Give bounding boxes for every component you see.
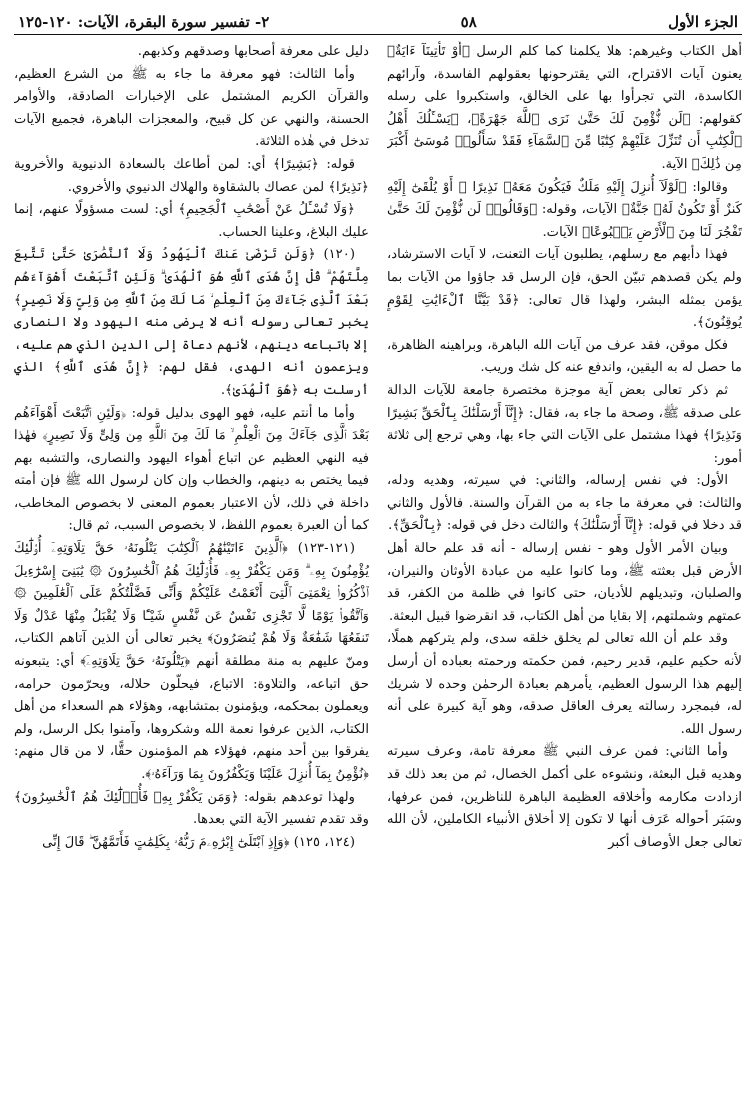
paragraph: فكل موقن، فقد عرف من آيات الله الباهرة، وبراهينه الظاهرة، ما حصل له به اليقين، واندفع عنه كل شك وريب.	[387, 337, 742, 376]
paragraph: وبيان الأمر الأول وهو - نفس إرساله - أنه قد علم حالة أهل الأرض قبل بعثته ﷺ، وما كانوا عليه من عبادة الأوثان والنيران، والصلبان، وتبديلهم للأديان، حتى كانوا في ظلمة من الكفر، قد عمتهم وشملتهم، إلا بقايا من أهل الكتاب، قد انقرضوا قبيل البعثة.	[387, 541, 742, 624]
paragraph: وقد علم أن الله تعالى لم يخلق خلقه سدى، ولم يتركهم هملًا، لأنه حكيم عليم، قدير رحيم، فمن حكمته ورحمته بعباده أن أرسل إليهم هذا الرسول العظيم، يأمرهم بعبادة الرحمٰن وحده لا شريك له، فبمجرد رسالته يعرف العاقل صدقه، وهو آية كبيرة على أنه رسول الله.	[387, 631, 742, 737]
paragraph: الأول: في نفس إرساله، والثاني: في سيرته، وهديه ودله، والثالث: في معرفة ما جاء به من القرآن والسنة. فالأول والثاني قد دخلا في قوله: ﴿إِنَّآ أَرْسَلْنَٰكَ﴾ والثالث دخل في قوله: ﴿بِٱلْحَقِّ﴾.	[387, 473, 742, 534]
paragraph: ولهذا توعدهم بقوله: ﴿وَمَن يَكْفُرْ بِهِۦ فَأُو۟لَٰٓئِكَ هُمُ ٱلْخَٰسِرُونَ﴾ وقد تقدم تفسير الآية التي بعدها.	[14, 789, 369, 828]
paragraph: (١٢٤، ١٢٥) ﴿وَإِذِ ٱبْتَلَىٰٓ إِبْرَٰهِۦمَ رَبُّهُۥ بِكَلِمَٰتٍ فَأَتَمَّهُنَّ ۖ قَالَ إِنِّى	[42, 834, 355, 850]
paragraph: وأما ما أنتم عليه، فهو الهوى بدليل قوله: ﴿وَلَئِنِ ٱتَّبَعْتَ أَهْوَآءَهُم بَعْدَ ٱلَّذِى جَآءَكَ مِنَ ٱلْعِلْمِ ۙ مَا لَكَ مِنَ ٱللَّهِ مِن وَلِىٍّ وَلَا نَصِيرٍ﴾ فهٰذا فيه النهي العظيم عن اتباع أهواء اليهود والنصارى، والتشبه بهم فيما يختص به دينهم، والخطاب وإن كان لرسول الله ﷺ فإن أمته داخلة في ذلك، لأن الاعتبار بعموم المعنى لا بخصوص المخاطب، كما أن العبرة بعموم اللفظ، لا بخصوص السبب، ثم قال:	[14, 405, 369, 534]
book-part-label: الجزء الأول	[668, 13, 738, 31]
book-page	[14, 10, 742, 1100]
left-column	[14, 41, 369, 1091]
paragraph: (١٢٠) ﴿وَلَن تَرْضَىٰ عَنكَ ٱلْيَهُودُ وَلَا ٱلنَّصَٰرَىٰ حَتَّىٰ تَتَّبِعَ مِلَّتَهُمْ ۗ قُلْ إِنَّ هُدَى ٱللَّهِ هُوَ ٱلْهُدَىٰ ۗ وَلَئِنِ ٱتَّبَعْتَ أَهْوَآءَهُم بَعْدَ ٱلَّذِى جَآءَكَ مِنَ ٱلْعِلْمِ ۙ مَا لَكَ مِنَ ٱللَّهِ مِن وَلِىٍّ وَلَا نَصِيرٍ﴾ يخبر تعالى رسوله أنه لا يرضى منه اليهود ولا النصارى إلا باتباعه دينهم، لأنهم دعاة إلى الدين الذي هم عليه، ويزعمون أنه الهدى، فقل لهم: ﴿إِنَّ هُدَى ٱللَّهِ﴾ الذي أرسلت به ﴿هُوَ ٱلْهُدَىٰ﴾.	[14, 247, 369, 398]
chapter-title: ٢- تفسير سورة البقرة، الآيات: ١٢٠-١٢٥	[18, 13, 270, 31]
paragraph: قوله: ﴿بَشِيرًا﴾ أي: لمن أطاعك بالسعادة الدنيوية والأخروية ﴿نَذِيرًا﴾ لمن عصاك بالشقاوة والهلاك الدنيوي والأخروي.	[14, 156, 369, 195]
paragraph: وقالوا: ﴿لَوْلَآ أُنزِلَ إِلَيْهِ مَلَكٌ فَيَكُونَ مَعَهُۥ نَذِيرًا ۞ أَوْ يُلْقَىٰٓ إِلَيْهِ كَنزٌ أَوْ تَكُونُ لَهُۥ جَنَّةٌ﴾ الآيات، وقوله: ﴿وَقَالُوا۟ لَن نُّؤْمِنَ لَكَ حَتَّىٰ تَفْجُرَ لَنَا مِنَ ٱلْأَرْضِ يَنۢبُوعًا﴾ الآيات.	[387, 179, 742, 240]
paragraph: وأما الثالث: فهو معرفة ما جاء به ﷺ من الشرع العظيم، والقرآن الكريم المشتمل على الإخبارات الصادقة، والأوامر الحسنة، والنهي عن كل قبيح، والمعجزات الباهرة، فجميع الآيات تدخل في هٰذه الثلاثة.	[14, 66, 369, 150]
paragraph: ﴿وَلَا تُسْـَٔلُ عَنْ أَصْحَٰبِ ٱلْجَحِيمِ﴾ أي: لست مسؤولًا عنهم، إنما عليك البلاغ، وعلينا الحساب.	[14, 202, 369, 240]
page-number: ٥٨	[460, 13, 477, 31]
paragraph: ثم ذكر تعالى بعض آية موجزة مختصرة جامعة للآيات الدالة على صدقه ﷺ، وصحة ما جاء به، فقال: ﴿إِنَّآ أَرْسَلْنَٰكَ بِٱلْحَقِّ بَشِيرًا وَنَذِيرًا﴾ فهذا مشتمل على الآيات التي جاء بها، وهي ترجع إلى ثلاثة أمور:	[387, 382, 742, 466]
paragraph: (١٢١-١٢٣) ﴿ٱلَّذِينَ ءَاتَيْنَٰهُمُ ٱلْكِتَٰبَ يَتْلُونَهُۥ حَقَّ تِلَاوَتِهِۦٓ أُو۟لَٰٓئِكَ يُؤْمِنُونَ بِهِۦ ۗ وَمَن يَكْفُرْ بِهِۦ فَأُو۟لَٰٓئِكَ هُمُ ٱلْخَٰسِرُونَ ۞ يَٰبَنِىٓ إِسْرَٰٓءِيلَ ٱذْكُرُوا۟ نِعْمَتِىَ ٱلَّتِىٓ أَنْعَمْتُ عَلَيْكُمْ وَأَنِّى فَضَّلْتُكُمْ عَلَى ٱلْعَٰلَمِينَ ۞ وَٱتَّقُوا۟ يَوْمًا لَّا تَجْزِى نَفْسٌ عَن نَّفْسٍ شَيْـًٔا وَلَا يُقْبَلُ مِنْهَا عَدْلٌ وَلَا تَنفَعُهَا شَفَٰعَةٌ وَلَا هُمْ يُنصَرُونَ﴾ يخبر تعالى أن الذين آتاهم الكتاب، ومنّ عليهم به منة مطلقة أنهم ﴿يَتْلُونَهُۥ حَقَّ تِلَاوَتِهِۦٓ﴾ أي: يتبعونه حق اتباعه، والتلاوة: الاتباع، فيحلّون حلاله، ويحرّمون حرامه، ويعملون بمحكمه، ويؤمنون بمتشابهه، وهؤلاء هم السعداء من أهل الكتاب، الذين عرفوا نعمة الله وشكروها، وآمنوا بكل الرسل، ولم يفرقوا بين أحد منهم، فهؤلاء هم المؤمنون حقًّا، لا من قال منهم: ﴿نُؤْمِنُ بِمَآ أُنزِلَ عَلَيْنَا وَيَكْفُرُونَ بِمَا وَرَآءَهُۥ﴾.	[14, 541, 369, 782]
paragraph: أهل الكتاب وغيرهم: هلا يكلمنا كما كلم الرسل ﴿أَوْ تَأْتِينَآ ءَايَةٌ﴾ يعنون آيات الاقتراح، التي يقترحونها بعقولهم الفاسدة، وآرائهم الكاسدة، التي تجرأوا بها على الخالق، واستكبروا على رسله كقولهم: ﴿لَن نُّؤْمِنَ لَكَ حَتَّىٰ نَرَى ٱللَّهَ جَهْرَةً﴾، ﴿يَسْـَٔلُكَ أَهْلُ ٱلْكِتَٰبِ أَن تُنَزِّلَ عَلَيْهِمْ كِتَٰبًا مِّنَ ٱلسَّمَآءِ فَقَدْ سَأَلُوا۟ مُوسَىٰٓ أَكْبَرَ مِن ذَٰلِكَ﴾ الآية.	[387, 44, 742, 172]
right-column	[387, 41, 742, 1091]
paragraph: دليل على معرفة أصحابها وصدقهم وكذبهم.	[137, 44, 369, 59]
text-columns	[14, 41, 742, 1091]
running-header	[14, 10, 742, 35]
paragraph: وأما الثاني: فمن عرف النبي ﷺ معرفة تامة، وعرف سيرته وهديه قبل البعثة، ونشوءه على أكمل الخصال، ثم من بعد ذلك قد ازدادت مكارمه وأخلاقه العظيمة الباهرة للناظرين، فمن عرفها، وسَبَر أحواله عَرَف أنها لا تكون إلا أخلاق الأنبياء الكاملين، لأن الله تعالى جعل الأوصاف أكبر	[387, 744, 742, 850]
paragraph: فهذا دأبهم مع رسلهم، يطلبون آيات التعنت، لا آيات الاسترشاد، ولم يكن قصدهم تبيّن الحق، فإن الرسل قد جاؤوا من الآيات بما يؤمن بمثله البشر، ولهذا قال تعالى: ﴿قَدْ بَيَّنَّا ٱلْءَايَٰتِ لِقَوْمٍ يُوقِنُونَ﴾.	[387, 247, 742, 331]
